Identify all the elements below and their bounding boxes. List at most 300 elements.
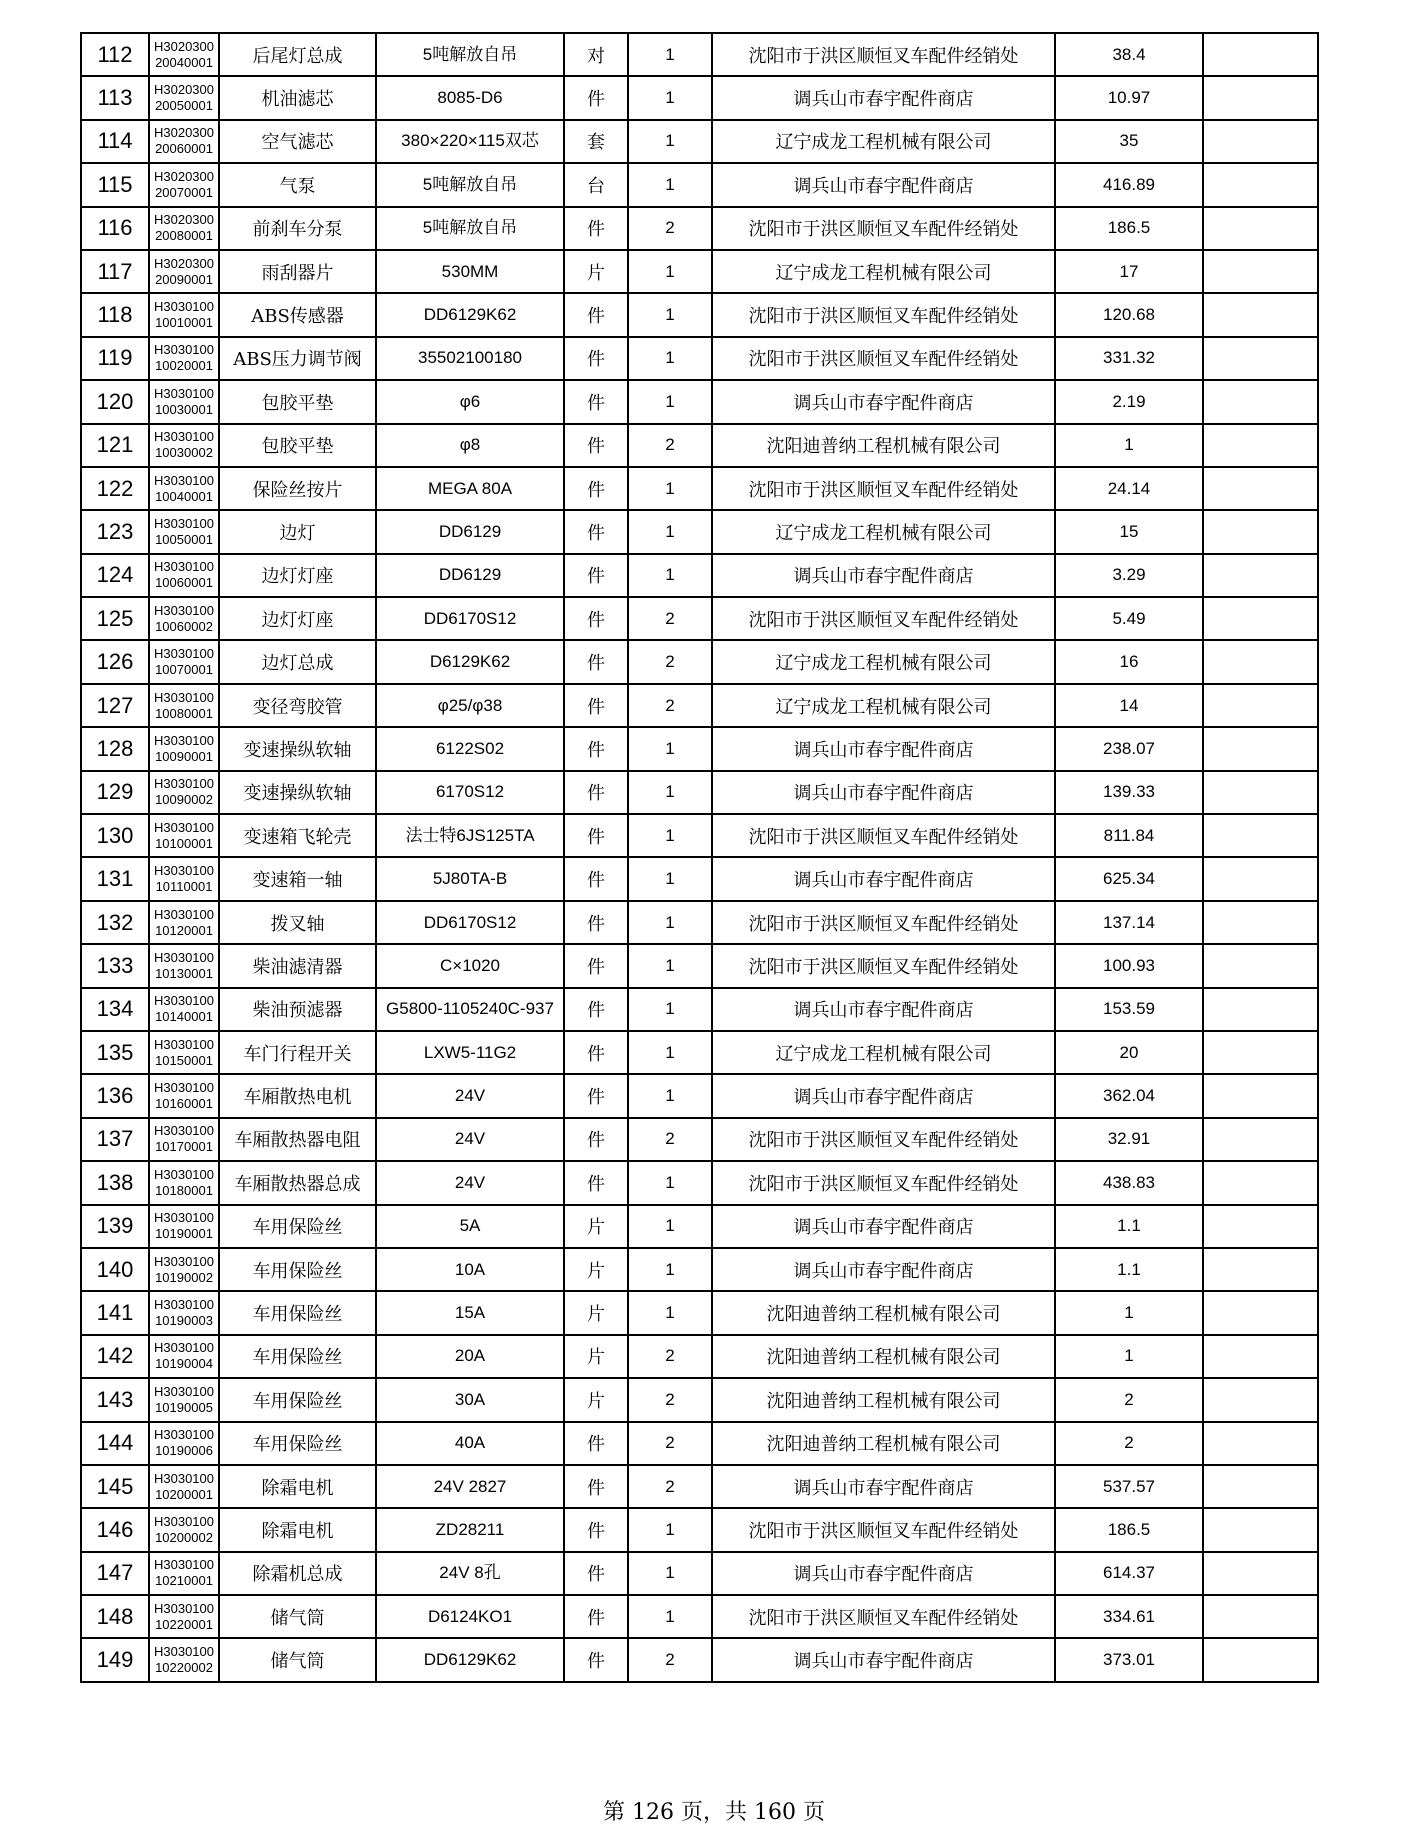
remark-cell — [1203, 510, 1318, 553]
part-name: 车用保险丝 — [219, 1422, 376, 1465]
remark-cell — [1203, 33, 1318, 76]
row-number: 149 — [81, 1638, 149, 1681]
part-spec: φ6 — [376, 380, 564, 423]
unit-price: 1 — [1055, 1335, 1203, 1378]
part-unit: 件 — [564, 1074, 628, 1117]
table-row — [81, 857, 1318, 900]
part-quantity: 1 — [628, 1031, 712, 1074]
row-number: 117 — [81, 250, 149, 293]
part-unit: 件 — [564, 1638, 628, 1681]
row-number: 119 — [81, 337, 149, 380]
material-code-line: 10190005 — [155, 1399, 213, 1415]
part-quantity: 2 — [628, 1378, 712, 1421]
table-row — [81, 814, 1318, 857]
part-unit: 片 — [564, 1335, 628, 1378]
material-code — [149, 857, 219, 900]
table-row — [81, 944, 1318, 987]
part-quantity: 1 — [628, 250, 712, 293]
table-row — [81, 1074, 1318, 1117]
row-number: 132 — [81, 901, 149, 944]
row-number: 146 — [81, 1508, 149, 1551]
remark-cell — [1203, 857, 1318, 900]
supplier-name: 沈阳迪普纳工程机械有限公司 — [712, 1422, 1055, 1465]
part-quantity: 1 — [628, 1161, 712, 1204]
remark-cell — [1203, 727, 1318, 770]
part-spec: 380×220×115双芯 — [376, 120, 564, 163]
table-row — [81, 1638, 1318, 1681]
part-unit: 片 — [564, 250, 628, 293]
material-code-line: H3030100 — [154, 993, 214, 1009]
remark-cell — [1203, 1291, 1318, 1334]
unit-price: 15 — [1055, 510, 1203, 553]
part-spec: 24V — [376, 1074, 564, 1117]
supplier-name: 沈阳市于洪区顺恒叉车配件经销处 — [712, 1595, 1055, 1638]
table-row — [81, 380, 1318, 423]
part-spec: 20A — [376, 1335, 564, 1378]
material-code-line: H3030100 — [154, 906, 214, 922]
remark-cell — [1203, 1074, 1318, 1117]
table-row — [81, 33, 1318, 76]
row-number: 140 — [81, 1248, 149, 1291]
supplier-name: 调兵山市春宇配件商店 — [712, 1638, 1055, 1681]
table-row — [81, 684, 1318, 727]
remark-cell — [1203, 467, 1318, 510]
material-code — [149, 554, 219, 597]
part-spec: 5A — [376, 1205, 564, 1248]
material-code-line: 10030002 — [155, 445, 213, 461]
unit-price: 100.93 — [1055, 944, 1203, 987]
part-quantity: 1 — [628, 163, 712, 206]
part-spec: 15A — [376, 1291, 564, 1334]
remark-cell — [1203, 1161, 1318, 1204]
part-unit: 件 — [564, 814, 628, 857]
part-quantity: 1 — [628, 944, 712, 987]
part-spec: 40A — [376, 1422, 564, 1465]
part-spec: G5800-1105240C-937 — [376, 988, 564, 1031]
part-unit: 对 — [564, 33, 628, 76]
supplier-name: 调兵山市春宇配件商店 — [712, 554, 1055, 597]
remark-cell — [1203, 1031, 1318, 1074]
material-code — [149, 1595, 219, 1638]
unit-price: 331.32 — [1055, 337, 1203, 380]
table-row — [81, 424, 1318, 467]
remark-cell — [1203, 380, 1318, 423]
material-code-line: 10180001 — [155, 1182, 213, 1198]
part-unit: 件 — [564, 640, 628, 683]
row-number: 116 — [81, 207, 149, 250]
material-code-line: H3030100 — [154, 472, 214, 488]
material-code — [149, 1378, 219, 1421]
row-number: 141 — [81, 1291, 149, 1334]
supplier-name: 调兵山市春宇配件商店 — [712, 727, 1055, 770]
supplier-name: 辽宁成龙工程机械有限公司 — [712, 250, 1055, 293]
part-spec: C×1020 — [376, 944, 564, 987]
supplier-name: 辽宁成龙工程机械有限公司 — [712, 640, 1055, 683]
material-code — [149, 1248, 219, 1291]
part-quantity: 1 — [628, 988, 712, 1031]
unit-price: 38.4 — [1055, 33, 1203, 76]
remark-cell — [1203, 814, 1318, 857]
material-code-line: H3030100 — [154, 559, 214, 575]
part-quantity: 2 — [628, 597, 712, 640]
material-code — [149, 1335, 219, 1378]
material-code-line: H3030100 — [154, 342, 214, 358]
row-number: 142 — [81, 1335, 149, 1378]
row-number: 138 — [81, 1161, 149, 1204]
table-row — [81, 1335, 1318, 1378]
material-code — [149, 771, 219, 814]
part-quantity: 1 — [628, 1205, 712, 1248]
remark-cell — [1203, 293, 1318, 336]
table-row — [81, 727, 1318, 770]
part-name: 车用保险丝 — [219, 1248, 376, 1291]
material-code-line: H3030100 — [154, 863, 214, 879]
part-name: 车厢散热器总成 — [219, 1161, 376, 1204]
remark-cell — [1203, 944, 1318, 987]
material-code — [149, 1205, 219, 1248]
part-quantity: 1 — [628, 467, 712, 510]
material-code-line: H3030100 — [154, 1253, 214, 1269]
part-spec: 8085-D6 — [376, 76, 564, 119]
material-code — [149, 293, 219, 336]
part-name: 边灯灯座 — [219, 597, 376, 640]
material-code-line: H3030100 — [154, 1383, 214, 1399]
material-code-line: H3030100 — [154, 1123, 214, 1139]
part-spec: D6124KO1 — [376, 1595, 564, 1638]
material-code — [149, 597, 219, 640]
material-code-line: 10110001 — [155, 879, 213, 895]
material-code-line: H3030100 — [154, 1166, 214, 1182]
part-name: 边灯总成 — [219, 640, 376, 683]
part-name: 柴油滤清器 — [219, 944, 376, 987]
part-name: 车厢散热器电阻 — [219, 1118, 376, 1161]
remark-cell — [1203, 684, 1318, 727]
unit-price: 614.37 — [1055, 1552, 1203, 1595]
table-row — [81, 1378, 1318, 1421]
part-name: 车门行程开关 — [219, 1031, 376, 1074]
unit-price: 17 — [1055, 250, 1203, 293]
material-code-line: H3030100 — [154, 1427, 214, 1443]
material-code-line: 10200002 — [155, 1529, 213, 1545]
unit-price: 120.68 — [1055, 293, 1203, 336]
part-quantity: 1 — [628, 857, 712, 900]
part-unit: 套 — [564, 120, 628, 163]
material-code — [149, 1508, 219, 1551]
material-code-line: H3030100 — [154, 1297, 214, 1313]
row-number: 123 — [81, 510, 149, 553]
supplier-name: 辽宁成龙工程机械有限公司 — [712, 684, 1055, 727]
part-spec: DD6170S12 — [376, 901, 564, 944]
table-row — [81, 120, 1318, 163]
part-unit: 件 — [564, 857, 628, 900]
table-row — [81, 640, 1318, 683]
material-code-line: 10150001 — [155, 1052, 213, 1068]
part-name: 车用保险丝 — [219, 1335, 376, 1378]
table-row — [81, 337, 1318, 380]
part-quantity: 1 — [628, 337, 712, 380]
part-spec: ZD28211 — [376, 1508, 564, 1551]
part-unit: 件 — [564, 1552, 628, 1595]
row-number: 113 — [81, 76, 149, 119]
part-spec: 24V 2827 — [376, 1465, 564, 1508]
part-quantity: 2 — [628, 1422, 712, 1465]
material-code-line: 10070001 — [155, 662, 213, 678]
material-code-line: H3030100 — [154, 1470, 214, 1486]
unit-price: 2.19 — [1055, 380, 1203, 423]
unit-price: 20 — [1055, 1031, 1203, 1074]
part-quantity: 2 — [628, 424, 712, 467]
remark-cell — [1203, 771, 1318, 814]
material-code-line: H3030100 — [154, 689, 214, 705]
part-spec: φ8 — [376, 424, 564, 467]
part-quantity: 1 — [628, 1552, 712, 1595]
part-quantity: 1 — [628, 901, 712, 944]
material-code-line: H3020300 — [154, 125, 214, 141]
material-code — [149, 120, 219, 163]
part-quantity: 2 — [628, 1118, 712, 1161]
material-code — [149, 380, 219, 423]
part-spec: 24V — [376, 1118, 564, 1161]
supplier-name: 沈阳迪普纳工程机械有限公司 — [712, 1335, 1055, 1378]
row-number: 133 — [81, 944, 149, 987]
material-code-line: H3030100 — [154, 429, 214, 445]
part-spec: MEGA 80A — [376, 467, 564, 510]
unit-price: 1 — [1055, 1291, 1203, 1334]
material-code — [149, 1638, 219, 1681]
supplier-name: 辽宁成龙工程机械有限公司 — [712, 510, 1055, 553]
part-unit: 件 — [564, 337, 628, 380]
supplier-name: 沈阳市于洪区顺恒叉车配件经销处 — [712, 293, 1055, 336]
part-name: 边灯 — [219, 510, 376, 553]
unit-price: 438.83 — [1055, 1161, 1203, 1204]
material-code-line: H3020300 — [154, 38, 214, 54]
material-code-line: H3030100 — [154, 1600, 214, 1616]
supplier-name: 沈阳市于洪区顺恒叉车配件经销处 — [712, 944, 1055, 987]
part-spec: 6122S02 — [376, 727, 564, 770]
remark-cell — [1203, 1552, 1318, 1595]
row-number: 121 — [81, 424, 149, 467]
table-row — [81, 510, 1318, 553]
part-quantity: 2 — [628, 640, 712, 683]
material-code-line: H3020300 — [154, 212, 214, 228]
part-name: 雨刮器片 — [219, 250, 376, 293]
material-code-line: 10140001 — [155, 1009, 213, 1025]
part-name: 储气筒 — [219, 1595, 376, 1638]
unit-price: 153.59 — [1055, 988, 1203, 1031]
part-quantity: 1 — [628, 771, 712, 814]
material-code — [149, 1422, 219, 1465]
material-code — [149, 1552, 219, 1595]
remark-cell — [1203, 1595, 1318, 1638]
unit-price: 10.97 — [1055, 76, 1203, 119]
part-unit: 件 — [564, 1465, 628, 1508]
part-spec: DD6170S12 — [376, 597, 564, 640]
supplier-name: 辽宁成龙工程机械有限公司 — [712, 120, 1055, 163]
row-number: 147 — [81, 1552, 149, 1595]
unit-price: 625.34 — [1055, 857, 1203, 900]
part-name: 包胶平垫 — [219, 424, 376, 467]
material-code-line: 10200001 — [155, 1486, 213, 1502]
material-code — [149, 207, 219, 250]
table-row — [81, 1465, 1318, 1508]
table-row — [81, 163, 1318, 206]
supplier-name: 沈阳市于洪区顺恒叉车配件经销处 — [712, 1161, 1055, 1204]
part-name: 除霜机总成 — [219, 1552, 376, 1595]
part-unit: 台 — [564, 163, 628, 206]
supplier-name: 沈阳市于洪区顺恒叉车配件经销处 — [712, 207, 1055, 250]
part-unit: 片 — [564, 1248, 628, 1291]
supplier-name: 沈阳市于洪区顺恒叉车配件经销处 — [712, 467, 1055, 510]
row-number: 114 — [81, 120, 149, 163]
part-unit: 件 — [564, 1161, 628, 1204]
material-code — [149, 640, 219, 683]
table-row — [81, 1595, 1318, 1638]
material-code-line: 10130001 — [155, 965, 213, 981]
unit-price: 334.61 — [1055, 1595, 1203, 1638]
part-spec: DD6129 — [376, 554, 564, 597]
part-spec: LXW5-11G2 — [376, 1031, 564, 1074]
remark-cell — [1203, 640, 1318, 683]
row-number: 136 — [81, 1074, 149, 1117]
part-spec: 5吨解放自吊 — [376, 207, 564, 250]
remark-cell — [1203, 76, 1318, 119]
part-name: 前刹车分泵 — [219, 207, 376, 250]
table-row — [81, 988, 1318, 1031]
part-unit: 件 — [564, 1118, 628, 1161]
unit-price: 14 — [1055, 684, 1203, 727]
part-unit: 件 — [564, 380, 628, 423]
part-unit: 件 — [564, 988, 628, 1031]
row-number: 118 — [81, 293, 149, 336]
row-number: 137 — [81, 1118, 149, 1161]
part-name: 变速操纵软轴 — [219, 771, 376, 814]
part-name: ABS压力调节阀 — [219, 337, 376, 380]
material-code-line: 10060002 — [155, 618, 213, 634]
material-code-line: 10220001 — [155, 1616, 213, 1632]
part-quantity: 1 — [628, 380, 712, 423]
part-unit: 件 — [564, 727, 628, 770]
remark-cell — [1203, 337, 1318, 380]
material-code-line: 20080001 — [155, 228, 213, 244]
part-name: 车用保险丝 — [219, 1205, 376, 1248]
row-number: 112 — [81, 33, 149, 76]
material-code-line: H3030100 — [154, 819, 214, 835]
material-code — [149, 250, 219, 293]
table-row — [81, 901, 1318, 944]
part-quantity: 1 — [628, 510, 712, 553]
material-code — [149, 1291, 219, 1334]
material-code-line: H3030100 — [154, 1080, 214, 1096]
material-code — [149, 814, 219, 857]
row-number: 124 — [81, 554, 149, 597]
supplier-name: 沈阳迪普纳工程机械有限公司 — [712, 424, 1055, 467]
row-number: 127 — [81, 684, 149, 727]
material-code-line: H3030100 — [154, 1036, 214, 1052]
part-unit: 件 — [564, 207, 628, 250]
material-code-line: 10190004 — [155, 1356, 213, 1372]
remark-cell — [1203, 207, 1318, 250]
part-quantity: 2 — [628, 1465, 712, 1508]
material-code — [149, 1031, 219, 1074]
row-number: 131 — [81, 857, 149, 900]
material-code-line: 10160001 — [155, 1096, 213, 1112]
part-name: 车用保险丝 — [219, 1378, 376, 1421]
supplier-name: 沈阳市于洪区顺恒叉车配件经销处 — [712, 337, 1055, 380]
table-row — [81, 1552, 1318, 1595]
material-code-line: H3030100 — [154, 385, 214, 401]
remark-cell — [1203, 250, 1318, 293]
supplier-name: 调兵山市春宇配件商店 — [712, 76, 1055, 119]
material-code-line: 20040001 — [155, 54, 213, 70]
part-spec: 530MM — [376, 250, 564, 293]
row-number: 144 — [81, 1422, 149, 1465]
material-code-line: 10020001 — [155, 358, 213, 374]
part-quantity: 1 — [628, 1595, 712, 1638]
part-name: 车用保险丝 — [219, 1291, 376, 1334]
material-code-line: H3020300 — [154, 168, 214, 184]
unit-price: 186.5 — [1055, 207, 1203, 250]
material-code-line: 10010001 — [155, 315, 213, 331]
material-code — [149, 901, 219, 944]
table-row — [81, 293, 1318, 336]
row-number: 139 — [81, 1205, 149, 1248]
table-row — [81, 1031, 1318, 1074]
row-number: 125 — [81, 597, 149, 640]
material-code-line: 10030001 — [155, 401, 213, 417]
table-row — [81, 1161, 1318, 1204]
part-unit: 件 — [564, 1422, 628, 1465]
unit-price: 2 — [1055, 1378, 1203, 1421]
part-quantity: 1 — [628, 1074, 712, 1117]
part-name: 包胶平垫 — [219, 380, 376, 423]
material-code-line: H3030100 — [154, 1644, 214, 1660]
table-row — [81, 1508, 1318, 1551]
part-unit: 件 — [564, 771, 628, 814]
table-row — [81, 207, 1318, 250]
unit-price: 3.29 — [1055, 554, 1203, 597]
unit-price: 35 — [1055, 120, 1203, 163]
part-spec: 30A — [376, 1378, 564, 1421]
supplier-name: 调兵山市春宇配件商店 — [712, 771, 1055, 814]
supplier-name: 沈阳市于洪区顺恒叉车配件经销处 — [712, 33, 1055, 76]
part-spec: DD6129K62 — [376, 293, 564, 336]
supplier-name: 沈阳市于洪区顺恒叉车配件经销处 — [712, 1118, 1055, 1161]
supplier-name: 调兵山市春宇配件商店 — [712, 163, 1055, 206]
part-unit: 件 — [564, 1508, 628, 1551]
unit-price: 811.84 — [1055, 814, 1203, 857]
part-quantity: 2 — [628, 1335, 712, 1378]
row-number: 143 — [81, 1378, 149, 1421]
material-code-line: H3020300 — [154, 82, 214, 98]
material-code-line: H3030100 — [154, 776, 214, 792]
part-spec: DD6129K62 — [376, 1638, 564, 1681]
part-unit: 件 — [564, 293, 628, 336]
supplier-name: 沈阳迪普纳工程机械有限公司 — [712, 1378, 1055, 1421]
material-code-line: H3030100 — [154, 1340, 214, 1356]
part-quantity: 2 — [628, 684, 712, 727]
material-code — [149, 727, 219, 770]
parts-table-container — [80, 32, 1317, 1764]
part-quantity: 2 — [628, 207, 712, 250]
material-code-line: 10210001 — [155, 1573, 213, 1589]
part-name: ABS传感器 — [219, 293, 376, 336]
material-code-line: H3030100 — [154, 1210, 214, 1226]
part-name: 拨叉轴 — [219, 901, 376, 944]
part-spec: φ25/φ38 — [376, 684, 564, 727]
part-spec: 5J80TA-B — [376, 857, 564, 900]
row-number: 126 — [81, 640, 149, 683]
part-quantity: 1 — [628, 76, 712, 119]
